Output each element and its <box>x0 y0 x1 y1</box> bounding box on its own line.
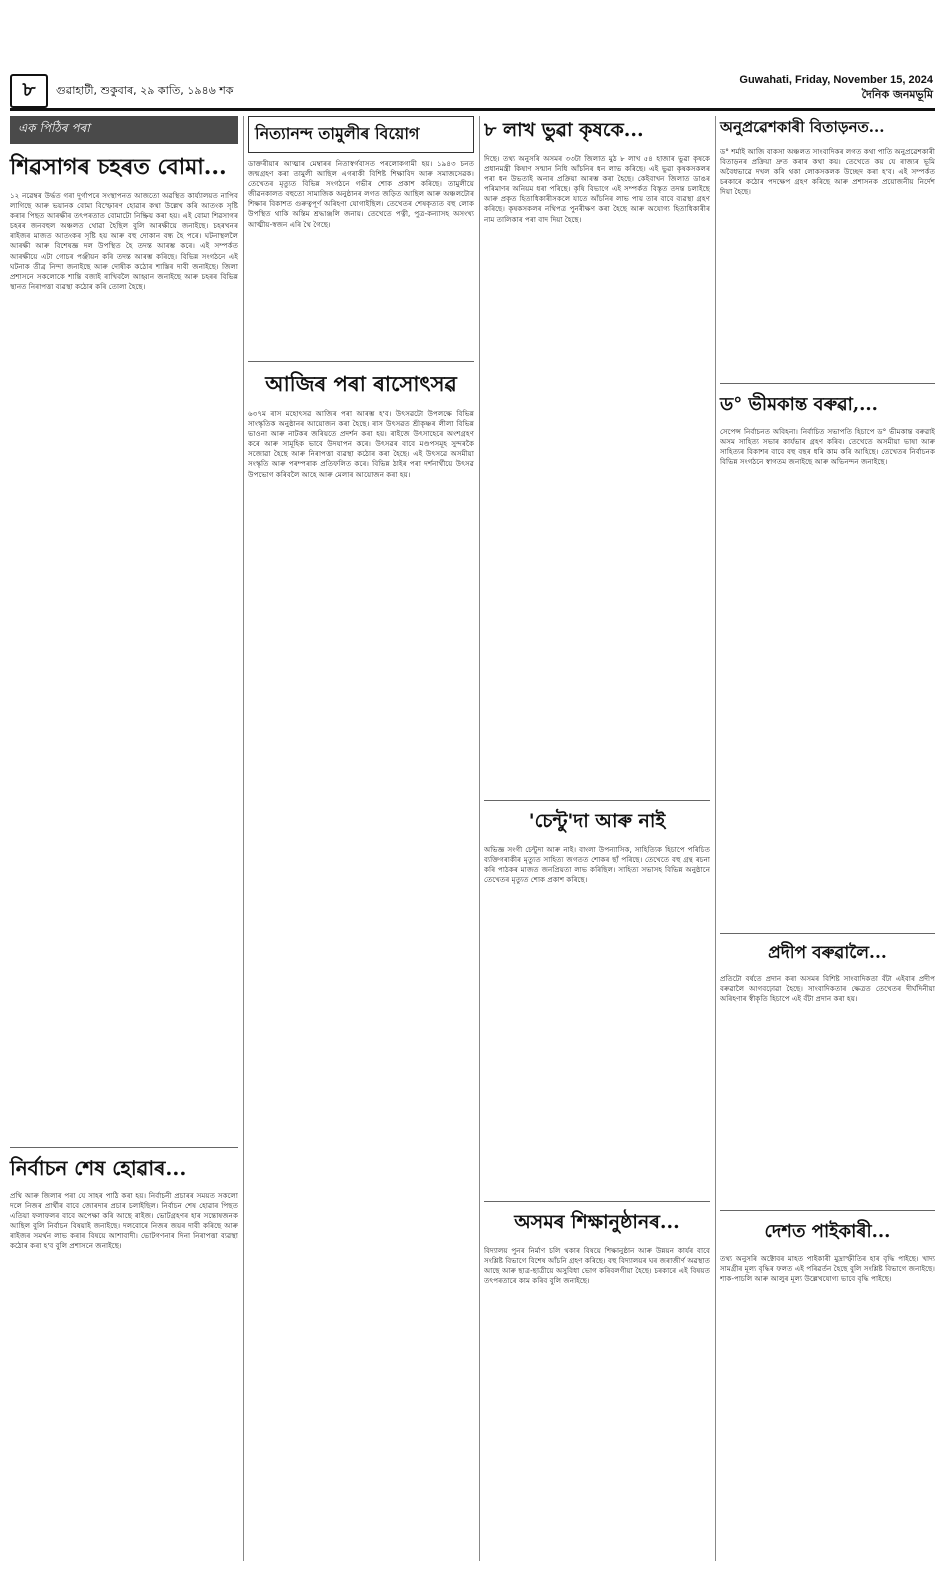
headline-sivasagar-bomb: শিৱসাগৰ চহৰত বোমা... <box>10 154 227 180</box>
column-3 <box>484 116 710 1536</box>
article-body: বিদ্যালয় পুনৰ নিৰ্মাণ চলি থকাৰ বিষয়ে শিক্ষানুষ্ঠান আৰু উন্নয়ন কাৰ্যৰ বাবে সংশ্লিষ্ট বিভাগে বিশেষ আঁচনি গ্ৰহণ কৰিছে। বহু বিদ্যালয়ৰ ঘৰ জৰাজীৰ্ণ অৱস্থাত আছে আৰু ছাত্ৰ-ছাত্ৰীয়ে অসুবিধা ভোগ কৰিবলগীয়া হৈছে। চৰকাৰে এই বিষয়ত তৎপৰতাৰে কাম কৰিব বুলি জনাইছে। <box>484 1246 710 1286</box>
column-divider <box>479 116 480 1561</box>
header-rule <box>10 108 935 111</box>
article-separator <box>248 361 474 362</box>
article-body: প্ৰতিটো বৰ্ষতে প্ৰদান কৰা অসমৰ বিশিষ্ট সাংবাদিকতা বঁটা এইবাৰ প্ৰদীপ বৰুৱালৈ আগবঢ়োৱা হৈছে। সাংবাদিকতাৰ ক্ষেত্ৰত তেখেতৰ দীৰ্ঘদিনীয়া অৰিহণাৰ স্বীকৃতি হিচাপে এই বঁটা প্ৰদান কৰা হয়। <box>720 974 935 1004</box>
page-number: ৮ <box>10 74 48 108</box>
newspaper-brand: দৈনিক জনমভূমি <box>861 88 933 101</box>
article-body: ড° শৰ্মাই আজি বাকসা অঞ্চলত সাংবাদিকৰ লগত কথা পাতি অনুপ্ৰৱেশকাৰী বিতাড়নৰ প্ৰক্ৰিয়া দ্ৰুত কৰাৰ কথা কয়। তেখেতে কয় যে ৰাজ্যৰ ভূমি অবৈধভাৱে দখল কৰি থকা লোকসকলক উচ্ছেদ কৰা হ'ব। এই সম্পৰ্কত চৰকাৰে কঠোৰ পদক্ষেপ গ্ৰহণ কৰিছে আৰু প্ৰশাসনক প্ৰয়োজনীয় নিৰ্দেশ দিয়া হৈছে। <box>720 147 935 197</box>
article-body: ৬৩৭ম ৰাস মহোৎসৱ আজিৰ পৰা আৰম্ভ হ'ব। উৎসৱটো উপলক্ষে বিভিন্ন সাংস্কৃতিক অনুষ্ঠানৰ আয়োজন কৰা হৈছে। ৰাস উৎসৱত শ্ৰীকৃষ্ণৰ লীলা বিভিন্ন ভাওনা আৰু নাটকৰ জৰিয়তে প্ৰদৰ্শন কৰা হয়। ৰাইজে উৎসাহেৰে অংশগ্ৰহণ কৰে আৰু সামূহিক ভাবে উদযাপন কৰে। উৎসৱৰ বাবে মণ্ডপসমূহ সুন্দৰকৈ সজোৱা হৈছে আৰু নিৰাপত্তা ব্যৱস্থা কঠোৰ কৰা হৈছে। এই উৎসৱে অসমীয়া সংস্কৃতি আৰু পৰম্পৰাক প্ৰতিফলিত কৰে। বিভিন্ন ঠাইৰ পৰা দৰ্শনাৰ্থীয়ে উৎসৱ উপভোগ কৰিবলৈ আহে আৰু মেলাৰ আয়োজন কৰা হয়। <box>248 409 474 479</box>
article-separator <box>720 383 935 384</box>
article-separator <box>484 800 710 801</box>
headline-tamuli-death: নিত্যানন্দ তামুলীৰ বিয়োগ <box>248 116 474 153</box>
article-separator <box>720 1210 935 1211</box>
article-body: দিছে। তথ্য অনুসৰি অসমৰ ৩৩টা জিলাত মুঠ ৮ লাখ ৫৪ হাজাৰ ভুৱা কৃষকে প্ৰধানমন্ত্ৰী কিষাণ সন্মান নিধি আঁচনিৰ ধন লাভ কৰিছে। এই ভুৱা কৃষকসকলৰ পৰা ধন উভতাই অনাৰ প্ৰক্ৰিয়া আৰম্ভ কৰা হৈছে। কেইবাখন জিলাত ডাঙৰ পৰিমাণৰ অনিয়ম ধৰা পৰিছে। কৃষি বিভাগে এই সম্পৰ্কত বিস্তৃত তদন্ত চলাইছে আৰু প্ৰকৃত হিতাধিকাৰীসকলে যাতে আঁচনিৰ লাভ পায় তাৰ বাবে ব্যৱস্থা গ্ৰহণ কৰিছে। কৃষকসকলৰ নথিপত্ৰ পুনৰীক্ষণ কৰা হৈছে আৰু অযোগ্য হিতাধিকাৰীৰ নাম তালিকাৰ পৰা বাদ দিয়া হৈছে। <box>484 154 710 224</box>
column-2 <box>248 116 474 1569</box>
article-body: প্ৰথি আৰু জিলাৰ পৰা যে সাহৰ পাঠি কৰা হয়। নিৰ্বাচনী প্ৰচাৰৰ সময়ত সকলো দলে নিজৰ প্ৰাৰ্থীৰ বাবে জোৰদাৰ প্ৰচাৰ চলাইছিল। নিৰ্বাচন শেষ হোৱাৰ পিছত এতিয়া ফলাফলৰ বাবে অপেক্ষা কৰি আছে ৰাইজ। ভোটগ্ৰহণৰ হাৰ সন্তোষজনক আছিল বুলি নিৰ্বাচন বিষয়াই জনাইছে। দলবোৰে নিজৰ জয়ৰ দাবী কৰিছে আৰু ৰাইজৰ সমৰ্থন লাভ কৰাৰ বিষয়ে আশাবাদী। ভোটগণনাৰ দিনা নিৰাপত্তা ব্যৱস্থা কঠোৰ কৰা হ'ব বুলি প্ৰশাসনে জনাইছে। <box>10 1191 238 1251</box>
article-body: ১২ নৱেম্বৰ উৰ্দ্ধত গৰা দুৰ্গাপৰে সংস্থাপনত আজতো অৱস্থিত কাৰ্য্যালয়ত নাপিব লাগিছে আৰু ভয়ানক বোমা বিস্ফোৰণ হোৱাৰ কথা উল্লেখ কৰি আতংক সৃষ্টি কৰাৰ পিছত আৰক্ষীৰ তৎপৰতাত বোমাটো নিষ্ক্ৰিয় কৰা হয়। এই বোমা শিৱসাগৰ চহৰৰ জনবহুল অঞ্চলত থোৱা হৈছিল বুলি আৰক্ষীয়ে জনাইছে। চহৰখনৰ ৰাইজৰ মাজত আতংকৰ সৃষ্টি হয় আৰু বহু দোকান বন্ধ হৈ পৰে। ঘটনাস্থললৈ আৰক্ষী আৰু বিশেষজ্ঞ দল উপস্থিত হৈ তদন্ত আৰম্ভ কৰে। এই সম্পৰ্কত আৰক্ষীয়ে এটা গোচৰ পঞ্জীয়ন কৰি তদন্ত আৰম্ভ কৰিছে। বিভিন্ন সংগঠনে এই ঘটনাক তীব্ৰ নিন্দা জনাইছে আৰু দোষীক কঠোৰ শাস্তিৰ দাবী জনাইছে। জিলা প্ৰশাসনে সকলোকে শান্তি বজাই ৰাখিবলৈ আহ্বান জনাইছে আৰু চহৰৰ বিভিন্ন স্থানত নিৰাপত্তা ব্যৱস্থা কঠোৰ কৰি তোলা হৈছে। <box>10 191 238 291</box>
page-header-left <box>10 74 233 108</box>
headline-bhimkanta: ড° ভীমকান্ত বৰুৱা,... <box>720 394 878 415</box>
headline-pradip-baruah: প্ৰদীপ বৰুৱালৈ... <box>768 943 887 963</box>
article-separator <box>484 1201 710 1202</box>
column-divider <box>715 116 716 1561</box>
headline-rasotsav: আজিৰ পৰা ৰাসোৎসৱ <box>265 371 457 396</box>
headline-education: অসমৰ শিক্ষানুষ্ঠানৰ... <box>514 1211 680 1233</box>
headline-infiltrators: অনুপ্ৰৱেশকাৰী বিতাড়নত... <box>720 118 885 136</box>
article-body: সেপেন্স নিৰ্বাচনত অবিহনা। নিৰ্বাচিত সভাপতি হিচাপে ড° ভীমকান্ত বৰুৱাই অসম সাহিত্য সভাৰ কাৰ্যভাৰ গ্ৰহণ কৰিব। তেখেতে অসমীয়া ভাষা আৰু সাহিত্যৰ বিকাশৰ বাবে বহু বছৰ ধৰি কাম কৰি আহিছে। তেখেতৰ নিৰ্বাচনক বিভিন্ন সংগঠনে স্বাগতম জনাইছে আৰু অভিনন্দন জনাইছে। <box>720 427 935 467</box>
article-body: ডাক্তৰীয়াৰ আত্মাৰ মেম্বাৰৰ নিতাস্বৰ্গবাসত পৰলোকগামী হয়। ১৯৪৩ চনত জন্মগ্ৰহণ কৰা তামুলী আছিল এগৰাকী বিশিষ্ট শিক্ষাবিদ আৰু সমাজসেৱক। তেখেতৰ মৃত্যুত বিভিন্ন সংগঠনে গভীৰ শোক প্ৰকাশ কৰিছে। তামুলীয়ে জীৱনকালত বহুতো সামাজিক অনুষ্ঠানৰ লগত জড়িত আছিল আৰু অঞ্চলটোৰ শিক্ষাৰ বিকাশত গুৰুত্বপূৰ্ণ অৰিহণা যোগাইছিল। তেখেতৰ শেষকৃত্যত বহু লোক উপস্থিত থাকি অন্তিম শ্ৰদ্ধাঞ্জলি জনায়। তেখেতে পত্নী, পুত্ৰ-কন্যাসহ অসংখ্য আত্মীয়-স্বজন এৰি থৈ গৈছে। <box>248 159 474 229</box>
page-header-right <box>739 74 933 105</box>
article-body: অভিজ্ঞ সংগী চেন্টুদা আৰু নাই। বাংলা উপন্যাসিক, সাহিত্যিক হিচাপে পৰিচিত ব্যক্তিগৰাকীৰ মৃত্যুত সাহিত্য জগতত শোকৰ ছাঁ পৰিছে। তেখেতে বহু গ্ৰন্থ ৰচনা কৰি পাঠকৰ মাজত জনপ্ৰিয়তা লাভ কৰিছিল। সাহিত্য সভাসহ বিভিন্ন অনুষ্ঠানে তেখেতৰ মৃত্যুত শোক প্ৰকাশ কৰিছে। <box>484 845 710 885</box>
date-assamese: গুৱাহাটী, শুকুবাৰ, ২৯ কাতি, ১৯৪৬ শক <box>56 83 234 97</box>
headline-chentuda: 'চেন্টু'দা আৰু নাই <box>528 810 666 832</box>
date-english: Guwahati, Friday, November 15, 2024 <box>739 74 933 86</box>
headline-wholesale: দেশত পাইকাৰী... <box>764 1221 891 1242</box>
article-separator <box>720 933 935 934</box>
continued-banner: এক পিঠিৰ পৰা <box>10 116 238 144</box>
article-separator <box>10 1147 238 1148</box>
column-divider <box>243 116 244 1561</box>
headline-fake-farmers: ৮ লাখ ভুৱা কৃষকে... <box>484 119 644 141</box>
headline-election-end: নিৰ্বাচন শেষ হোৱাৰ... <box>10 1156 187 1180</box>
article-body: তথ্য অনুসৰি অক্টোবৰ মাহত পাইকাৰী মুদ্ৰাস্ফীতিৰ হাৰ বৃদ্ধি পাইছে। খাদ্য সামগ্ৰীৰ মূল্য বৃদ্ধিৰ ফলত এই পৰিৱৰ্তন হৈছে বুলি সংশ্লিষ্ট বিভাগে জনাইছে। শাক-পাচলি আৰু আলুৰ মূল্য উল্লেখযোগ্য ভাবে বৃদ্ধি পাইছে। <box>720 1254 935 1284</box>
column-4 <box>720 116 935 1504</box>
column-1 <box>10 116 238 1541</box>
